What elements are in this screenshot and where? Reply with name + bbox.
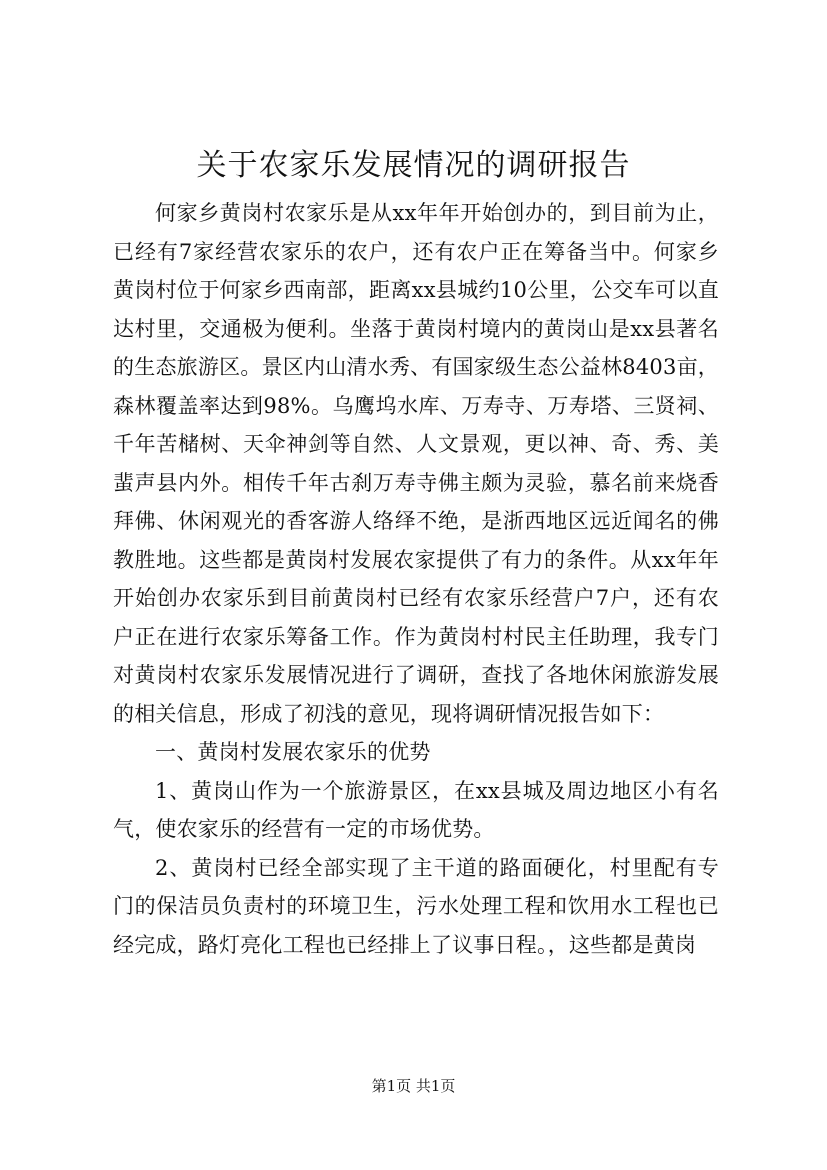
- page-footer: [0, 1076, 827, 1096]
- page-number-label: 第1页 共1页: [371, 1077, 456, 1095]
- body-paragraph-point-1: 1、黄岗山作为一个旅游景区，在xx县城及周边地区小有名气，使农家乐的经营有一定的市场优势。: [113, 778, 719, 841]
- section-heading-advantages: 一、黄岗村发展农家乐的优势: [155, 740, 431, 764]
- body-paragraph-intro: 何家乡黄岗村农家乐是从xx年年开始创办的，到目前为止，已经有7家经营农家乐的农户，还有农户正在筹备当中。何家乡黄岗村位于何家乡西南部，距离xx县城约10公里，公交车可以直达村里，交通极为便利。坐落于黄岗村境内的黄岗山是xx县著名的生态旅游区。景区内山清水秀、有国家级生态公益林8403亩，森林覆盖率达到98%。乌鹰坞水库、万寿寺、万寿塔、三贤祠、千年苦槠树、天伞神剑等自然、人文景观，更以神、奇、秀、美蜚声县内外。相传千年古刹万寿寺佛主颇为灵验，慕名前来烧香拜佛、休闲观光的香客游人络绎不绝，是浙西地区远近闻名的佛教胜地。这些都是黄岗村发展农家提供了有力的条件。从xx年年开始创办农家乐到目前黄岗村已经有农家乐经营户7户，还有农户正在进行农家乐筹备工作。作为黄岗村村民主任助理，我专门对黄岗村农家乐发展情况进行了调研，查找了各地休闲旅游发展的相关信息，形成了初浅的意见，现将调研情况报告如下：: [113, 201, 719, 726]
- body-paragraph-point-2: 2、黄岗村已经全部实现了主干道的路面硬化，村里配有专门的保洁员负责村的环境卫生，污水处理工程和饮用水工程也已经完成，路灯亮化工程也已经排上了议事日程。，这些都是黄岗: [113, 855, 719, 957]
- document-title: 关于农家乐发展情况的调研报告: [196, 148, 631, 183]
- document-body: [113, 194, 719, 964]
